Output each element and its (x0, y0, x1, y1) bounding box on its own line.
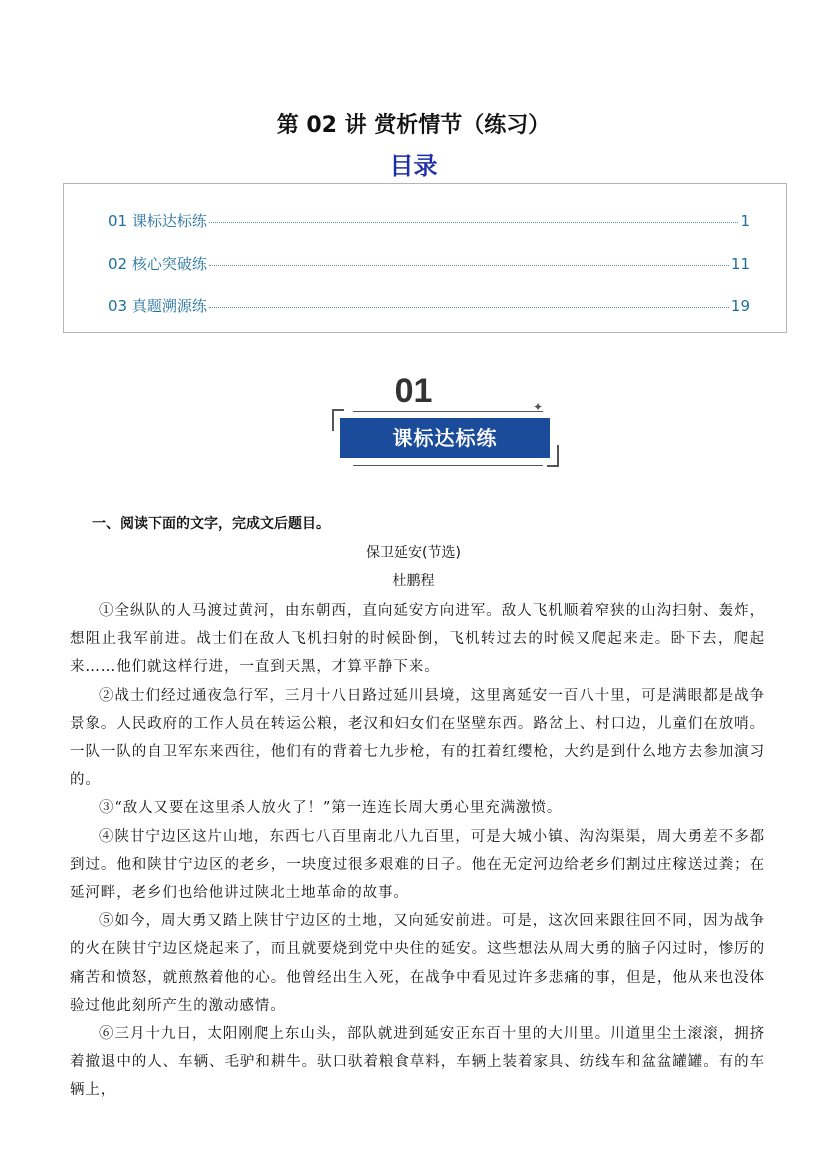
article-title: 保卫延安(节选) (366, 545, 461, 561)
toc-leader-dots (209, 307, 729, 308)
toc-entry[interactable] (108, 210, 750, 231)
paragraph: ⑤如今，周大勇又踏上陕甘宁边区的土地，又向延安前进。可是，这次回来跟往回不同，因为战争的火在陕甘宁边区烧起来了，而且就要烧到党中央住的延安。这些想法从周大勇的脑子闪过时，惨厉的痛苦和愤怒，就煎熬着他的心。他曾经出生入死，在战争中看见过许多悲痛的事，但是，他从来也没体验过他此刻所产生的激动感情。 (70, 913, 765, 1014)
toc-leader-dots (209, 222, 739, 223)
toc-entry[interactable] (108, 295, 750, 316)
paragraph: ②战士们经过通夜急行军，三月十八日路过延川县境，这里离延安一百八十里，可是满眼都是战争景象。人民政府的工作人员在转运公粮，老汉和妇女们在坚壁东西。路岔上、村口边，儿童们在放哨。一队一队的自卫军东来西往，他们有的背着七九步枪，有的扛着红缨枪，大约是到什么地方去参加演习的。 (70, 687, 765, 789)
page-title: 第 02 讲 赏析情节（练习） (276, 113, 551, 138)
paragraph: ⑥三月十九日，太阳刚爬上东山头，部队就进到延安正东百十里的大川里。川道里尘土滚滚，拥挤着撤退中的人、车辆、毛驴和耕牛。驮口驮着粮食草料，车辆上装着家具、纺线车和盆盆罐罐。有的车辆上， (70, 1026, 765, 1099)
toc-entry-label: 01 课标达标练 (108, 212, 207, 230)
toc-entry-page: 11 (730, 255, 750, 273)
section-number: 01 (394, 372, 433, 410)
toc-entry-label: 03 真题溯源练 (108, 297, 207, 315)
question-heading: 一、阅读下面的文字，完成文后题目。 (92, 516, 330, 532)
paragraph: ①全纵队的人马渡过黄河，由东朝西，直向延安方向进军。敌人飞机顺着窄狭的山沟扫射、轰炸，想阻止我军前进。战士们在敌人飞机扫射的时候卧倒，飞机转过去的时候又爬起来走。卧下去，爬起来……他们就这样行进，一直到天黑，才算平静下来。 (70, 603, 765, 676)
paragraph: ③“敌人又要在这里杀人放火了！”第一连连长周大勇心里充满激愤。 (99, 800, 563, 817)
toc-entry-page: 19 (730, 297, 750, 315)
toc-heading: 目录 (389, 152, 438, 180)
sparkle-icon: ✦ (533, 400, 544, 414)
section-banner: 课标达标练 (340, 418, 550, 458)
toc-leader-dots (209, 265, 729, 266)
toc-entry[interactable] (108, 253, 750, 274)
article-body (70, 597, 765, 1105)
paragraph: ④陕甘宁边区这片山地，东西七八百里南北八九百里，可是大城小镇、沟沟渠渠，周大勇差不多都到过。他和陕甘宁边区的老乡，一块度过很多艰难的日子。他在无定河边给老乡们割过庄稼送过粪；在延河畔，老乡们也给他讲过陕北土地革命的故事。 (70, 828, 765, 902)
toc-entry-label: 02 核心突破练 (108, 255, 207, 273)
toc-entry-page: 1 (740, 212, 750, 230)
table-of-contents (63, 183, 787, 333)
article-author: 杜鹏程 (392, 573, 435, 589)
